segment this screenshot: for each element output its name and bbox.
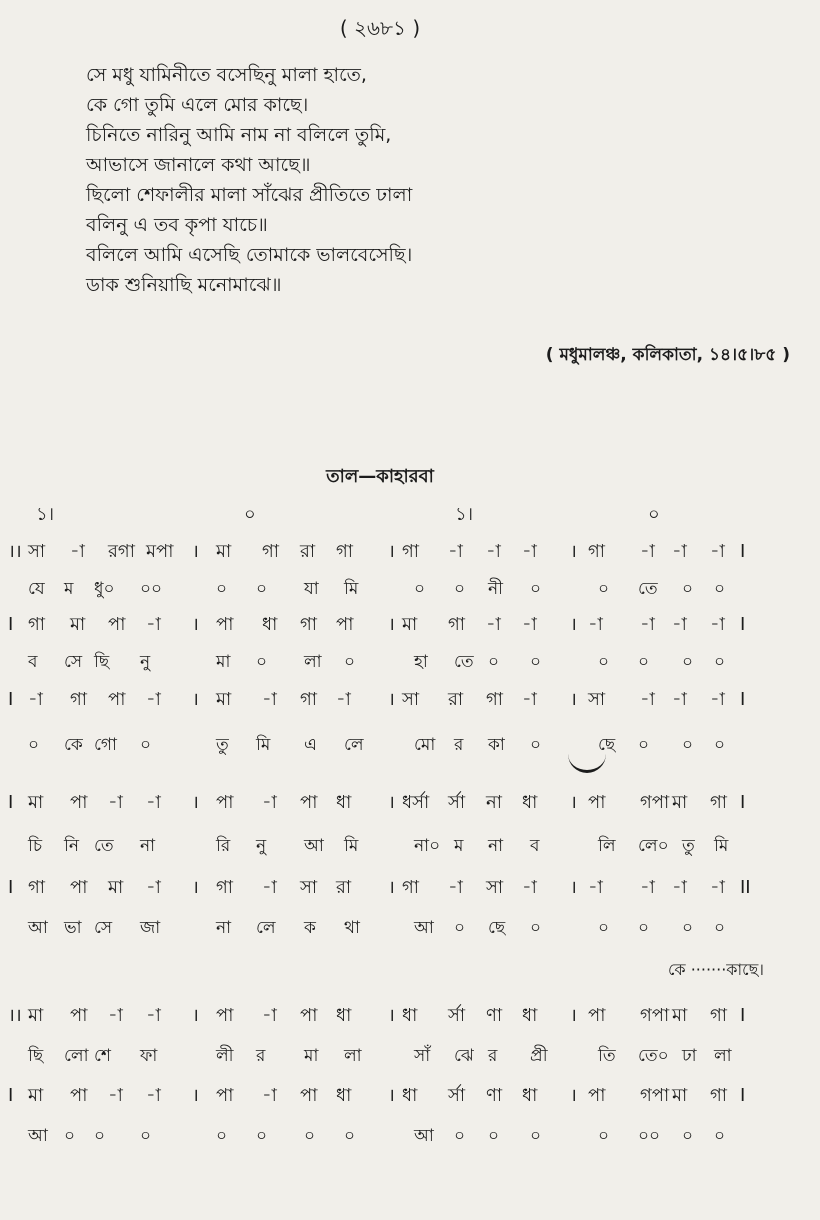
lyric-cell: মা [216,652,231,672]
swara-cell: -া [146,792,161,813]
swara-cell: I [8,1085,14,1106]
swara-cell: । [570,1085,577,1106]
swara-cell: । [570,1005,577,1026]
lyric-cell: ০ [682,1126,694,1146]
lyric-cell: তে [94,836,114,856]
lyric-cell: ০ [598,1126,610,1146]
lyric-cell: ০ [530,579,542,599]
lyric-cell: থা [344,918,360,938]
lyric-cell: ০ [598,652,610,672]
swara-cell: রা [336,877,352,898]
lyric-cell: ফা [140,1046,158,1066]
lyric-cell: ০ [598,579,610,599]
swara-cell: পা [70,877,88,898]
lyric-cell: লা [344,1046,362,1066]
swara-cell: পা [216,614,234,635]
swara-cell: ধা [262,614,278,635]
lyric-cell: ম [454,836,464,856]
swara-cell: -া [486,541,501,562]
swara-cell: I [8,614,14,635]
swara-cell: মা [216,541,232,562]
lyric-cell: ০ [344,652,356,672]
lyric-cell: ০ [714,652,726,672]
lyric-cell: যা [304,579,319,599]
swara-cell: I [8,792,14,813]
swara-cell: I [740,614,746,635]
swara-cell: I [740,1085,746,1106]
swara-cell: পা [70,792,88,813]
swara-cell: । [192,1005,199,1026]
swara-cell: । [192,689,199,710]
lyric-cell: শে [94,1046,111,1066]
lyric-cell: কে [64,735,83,755]
poem-line: বলিনু এ তব কৃপা যাচে॥ [86,214,268,236]
lyric-cell: ০ [94,1126,106,1146]
lyric-row [0,646,820,678]
swara-cell: গা [300,614,318,635]
swara-cell: র্সা [448,1005,466,1026]
swara-cell: মা [108,877,124,898]
swara-cell: মা [28,1005,44,1026]
swara-cell: গা [262,541,280,562]
swara-cell: -া [336,689,351,710]
swara-cell: । [388,1005,395,1026]
lyric-cell: র [488,1046,498,1066]
lyric-cell: ছে [488,918,506,938]
taal-heading: তাল—কাহারবা [326,466,434,487]
swara-cell: রা [448,689,464,710]
swara-cell: মা [672,792,688,813]
lyric-cell: ০ [140,735,152,755]
lyric-cell: ০ [488,1126,500,1146]
beat-mark: ১। [455,504,474,525]
swara-cell: র্সা [448,792,466,813]
swara-cell: । [388,541,395,562]
swara-cell: ধা [522,792,538,813]
lyric-cell: মি [256,735,271,755]
lyric-cell: ক [304,918,316,938]
lyric-row [0,729,820,761]
lyric-cell: আ [304,836,324,856]
swara-cell: সা [588,689,606,710]
swara-cell: গা [70,689,88,710]
swara-cell: গা [300,689,318,710]
lyric-cell: লো [64,1046,89,1066]
swara-cell: গপা [640,1005,670,1026]
swara-cell: -া [522,689,537,710]
beat-mark: ১। [36,504,55,525]
lyric-cell: মি [344,579,359,599]
swara-cell: । [192,792,199,813]
swara-cell: -া [262,877,277,898]
swara-cell: । [570,614,577,635]
swara-cell: । [570,689,577,710]
swara-cell: গা [486,689,504,710]
swara-cell: ধা [522,1005,538,1026]
swara-cell: গা [402,877,420,898]
swara-cell: -া [108,792,123,813]
lyric-cell: ০ [638,735,650,755]
lyric-cell: তে০ [638,1046,669,1066]
lyric-cell: র [454,735,464,755]
swara-cell: ধা [336,792,352,813]
swara-cell: । [388,689,395,710]
lyric-cell: ছে [598,735,616,755]
lyric-cell: না [140,836,156,856]
swara-cell: । [192,614,199,635]
swara-cell: -া [146,614,161,635]
swara-cell: না [486,792,502,813]
swara-cell: মা [672,1085,688,1106]
lyric-cell: ০ [714,579,726,599]
lyric-cell: ০ [256,579,268,599]
swara-row [0,1080,820,1112]
lyric-cell: র [256,1046,266,1066]
swara-cell: -া [262,1005,277,1026]
swara-cell: -া [672,877,687,898]
swara-cell: -া [710,877,725,898]
swara-cell: পা [300,1085,318,1106]
lyric-cell: ০ [140,1126,152,1146]
swara-cell: I [8,689,14,710]
swara-cell: পা [70,1005,88,1026]
lyric-cell: তি [598,1046,616,1066]
swara-cell: । [388,1085,395,1106]
swara-cell: ণা [486,1005,503,1026]
lyric-cell: জা [140,918,161,938]
swara-row [0,787,820,819]
swara-cell: মা [70,614,86,635]
swara-cell: -া [108,1005,123,1026]
lyric-cell: ম [64,579,74,599]
lyric-cell: না০ [414,836,441,856]
lyric-cell: ০ [530,735,542,755]
swara-cell: -া [672,689,687,710]
lyric-cell: ০ [714,1126,726,1146]
lyric-cell: লে০ [638,836,669,856]
poem-line: কে গো তুমি এলে মোর কাছে। [86,94,309,116]
lyric-cell: ধু০ [94,579,115,599]
lyric-cell: ০ [530,652,542,672]
poem-line: চিনিতে নারিনু আমি নাম না বলিলে তুমি, [86,124,392,146]
swara-cell: -া [146,689,161,710]
lyric-cell: ০ [256,652,268,672]
swara-cell: -া [70,541,85,562]
swara-cell: ধা [336,1085,352,1106]
swara-cell: পা [216,792,234,813]
swara-cell: মা [28,1085,44,1106]
swara-cell: -া [588,877,603,898]
swara-cell: সা [402,689,420,710]
lyric-cell: আ [28,1126,48,1146]
page-number: ( ২৬৮১ ) [339,16,421,40]
swara-cell: -া [640,877,655,898]
lyric-cell: গো [94,735,117,755]
lyric-cell: ০ [454,1126,466,1146]
lyric-cell: সে [94,918,113,938]
lyric-cell: হা [414,652,428,672]
swara-cell: গা [336,541,354,562]
swara-cell: মপা [146,541,174,562]
swara-row [0,872,820,904]
lyric-cell: ০ [256,1126,268,1146]
lyric-cell: কা [488,735,505,755]
swara-cell: -া [108,1085,123,1106]
swara-cell: I [740,541,746,562]
swara-cell: পা [588,792,606,813]
lyric-cell: নু [256,836,267,856]
lyric-cell: তু [682,836,695,856]
lyric-cell: লা [304,652,322,672]
swara-cell: -া [522,541,537,562]
swara-cell: পা [300,792,318,813]
lyric-cell: সে [64,652,83,672]
swara-cell: সা [300,877,318,898]
lyric-cell: লে [256,918,276,938]
lyric-cell: আ [414,1126,434,1146]
swara-cell: ধা [402,1005,418,1026]
swara-row [0,684,820,716]
swara-cell: -া [710,614,725,635]
swara-cell: ধা [522,1085,538,1106]
swara-cell: I [740,792,746,813]
swara-cell: । [570,792,577,813]
swara-cell: পা [300,1005,318,1026]
swara-cell: পা [588,1085,606,1106]
source-citation: ( মধুমালঞ্চ, কলিকাতা, ১৪।৫।৮৫ ) [545,345,790,365]
lyric-cell: ভা [64,918,82,938]
swara-cell: -া [672,541,687,562]
lyric-cell: তু [216,735,229,755]
lyric-cell: মি [714,836,729,856]
slur-mark [568,752,606,773]
lyric-cell: ০ [530,918,542,938]
lyric-cell: ০ [216,579,228,599]
lyric-cell: ০ [216,1126,228,1146]
swara-cell: পা [588,1005,606,1026]
swara-cell: । [570,541,577,562]
swara-cell: মা [216,689,232,710]
swara-cell: মা [672,1005,688,1026]
swara-cell: ধা [402,1085,418,1106]
swara-cell: । [192,1085,199,1106]
lyric-cell: ০০ [638,1126,661,1146]
swara-cell: II [740,877,751,898]
swara-cell: গা [710,1085,728,1106]
lyric-cell: ০ [414,579,426,599]
swara-cell: মা [28,792,44,813]
lyric-cell: ০ [304,1126,316,1146]
poem-line: ছিলো শেফালীর মালা সাঁঝের প্রীতিতে ঢালা [86,184,413,206]
lyric-cell: যে [28,579,45,599]
swara-cell: -া [448,541,463,562]
swara-cell: সা [486,877,504,898]
swara-cell: । [192,541,199,562]
swara-cell: । [388,614,395,635]
swara-cell: গা [710,792,728,813]
swara-cell: গপা [640,792,670,813]
lyric-row [0,1040,820,1072]
lyric-cell: ছি [28,1046,44,1066]
swara-cell: -া [672,614,687,635]
swara-cell: গা [28,614,46,635]
swara-cell: -া [262,792,277,813]
swara-cell: -া [262,1085,277,1106]
lyric-cell: ০০ [140,579,163,599]
swara-cell: I [740,1005,746,1026]
lyric-cell: মি [344,836,359,856]
swara-cell: । [570,877,577,898]
lyric-cell: নু [140,652,151,672]
swara-cell: পা [108,614,126,635]
swara-cell: -া [486,614,501,635]
poem-line: আভাসে জানালে কথা আছে॥ [86,154,311,176]
poem-line: বলিলে আমি এসেছি তোমাকে ভালবেসেছি। [86,244,413,266]
beat-mark: ০ [244,504,256,525]
lyric-row [0,912,820,944]
swara-cell: গা [28,877,46,898]
lyric-cell: ০ [714,918,726,938]
lyric-cell: ছি [94,652,110,672]
lyric-cell: না [488,836,504,856]
poem-line: সে মধু যামিনীতে বসেছিনু মালা হাতে, [86,64,367,86]
swara-cell: ধর্সা [402,792,430,813]
lyric-cell: ০ [454,918,466,938]
poem-block [86,60,412,300]
swara-cell: -া [448,877,463,898]
lyric-cell: ০ [638,652,650,672]
lyric-cell: ০ [530,1126,542,1146]
lyric-cell: মা [304,1046,319,1066]
lyric-cell: ০ [682,735,694,755]
lyric-cell: ঢা [682,1046,697,1066]
swara-cell: পা [216,1085,234,1106]
swara-cell: -া [640,689,655,710]
lyric-cell: লী [216,1046,234,1066]
swara-cell: ণা [486,1085,503,1106]
swara-cell: গা [448,614,466,635]
lyric-cell: ০ [598,918,610,938]
lyric-row [0,573,820,605]
swara-cell: -া [522,614,537,635]
swara-cell: রগা [108,541,135,562]
swara-cell: ধা [336,1005,352,1026]
swara-cell: ।। [8,1005,22,1026]
swara-cell: পা [70,1085,88,1106]
lyric-cell: ০ [682,918,694,938]
swara-cell: । [388,792,395,813]
lyric-cell: ব [530,836,540,856]
swara-cell: -া [588,614,603,635]
lyric-cell: ব [28,652,38,672]
lyric-cell: ০ [682,652,694,672]
lyric-cell: চি [28,836,43,856]
swara-cell: । [192,877,199,898]
lyric-cell: ০ [488,652,500,672]
lyric-cell: ০ [64,1126,76,1146]
lyric-cell: ০ [344,1126,356,1146]
lyric-cell: ০ [28,735,40,755]
swara-cell: গা [216,877,234,898]
swara-cell: মা [402,614,418,635]
lyric-cell: ০ [682,579,694,599]
swara-cell: -া [262,689,277,710]
lyric-cell: এ [304,735,317,755]
lyric-cell: সাঁ [414,1046,431,1066]
swara-cell: -া [522,877,537,898]
lyric-cell: ঝে [454,1046,474,1066]
swara-cell: পা [108,689,126,710]
swara-cell: -া [640,541,655,562]
swara-row [0,536,820,568]
lyric-cell: নি [64,836,80,856]
swara-cell: পা [216,1005,234,1026]
swara-cell: সা [28,541,46,562]
lyric-cell: তে [638,579,658,599]
beat-mark: ০ [648,504,660,525]
lyric-row [0,1120,820,1152]
swara-row [0,1000,820,1032]
lyric-cell: মো [414,735,436,755]
swara-cell: গা [588,541,606,562]
lyric-cell: রি [216,836,231,856]
swara-cell: গপা [640,1085,670,1106]
swara-cell: রা [300,541,316,562]
swara-cell: ।। [8,541,22,562]
lyric-row [0,830,820,862]
lyric-cell: আ [414,918,434,938]
swara-cell: গা [710,1005,728,1026]
lyric-cell: না [216,918,232,938]
swara-cell: I [740,689,746,710]
lyric-cell: ০ [638,918,650,938]
swara-cell: গা [402,541,420,562]
swara-cell: । [388,877,395,898]
swara-cell: -া [640,614,655,635]
swara-row [0,609,820,641]
swara-cell: -া [710,689,725,710]
lyric-cell: নী [488,579,504,599]
lyric-cell: ০ [714,735,726,755]
swara-cell: -া [28,689,43,710]
lyric-cell: লে [344,735,364,755]
repeat-note: কে ·······কাছে। [667,960,764,979]
lyric-cell: তে [454,652,474,672]
swara-cell: -া [146,1085,161,1106]
poem-line: ডাক শুনিয়াছি মনোমাঝে॥ [86,274,282,296]
swara-cell: পা [336,614,354,635]
lyric-cell: ০ [454,579,466,599]
swara-cell: -া [146,877,161,898]
swara-cell: -া [146,1005,161,1026]
swara-cell: -া [710,541,725,562]
swara-cell: I [8,877,14,898]
lyric-cell: প্রী [530,1046,548,1066]
swara-cell: র্সা [448,1085,466,1106]
lyric-cell: লা [714,1046,732,1066]
lyric-cell: লি [598,836,616,856]
lyric-cell: আ [28,918,48,938]
